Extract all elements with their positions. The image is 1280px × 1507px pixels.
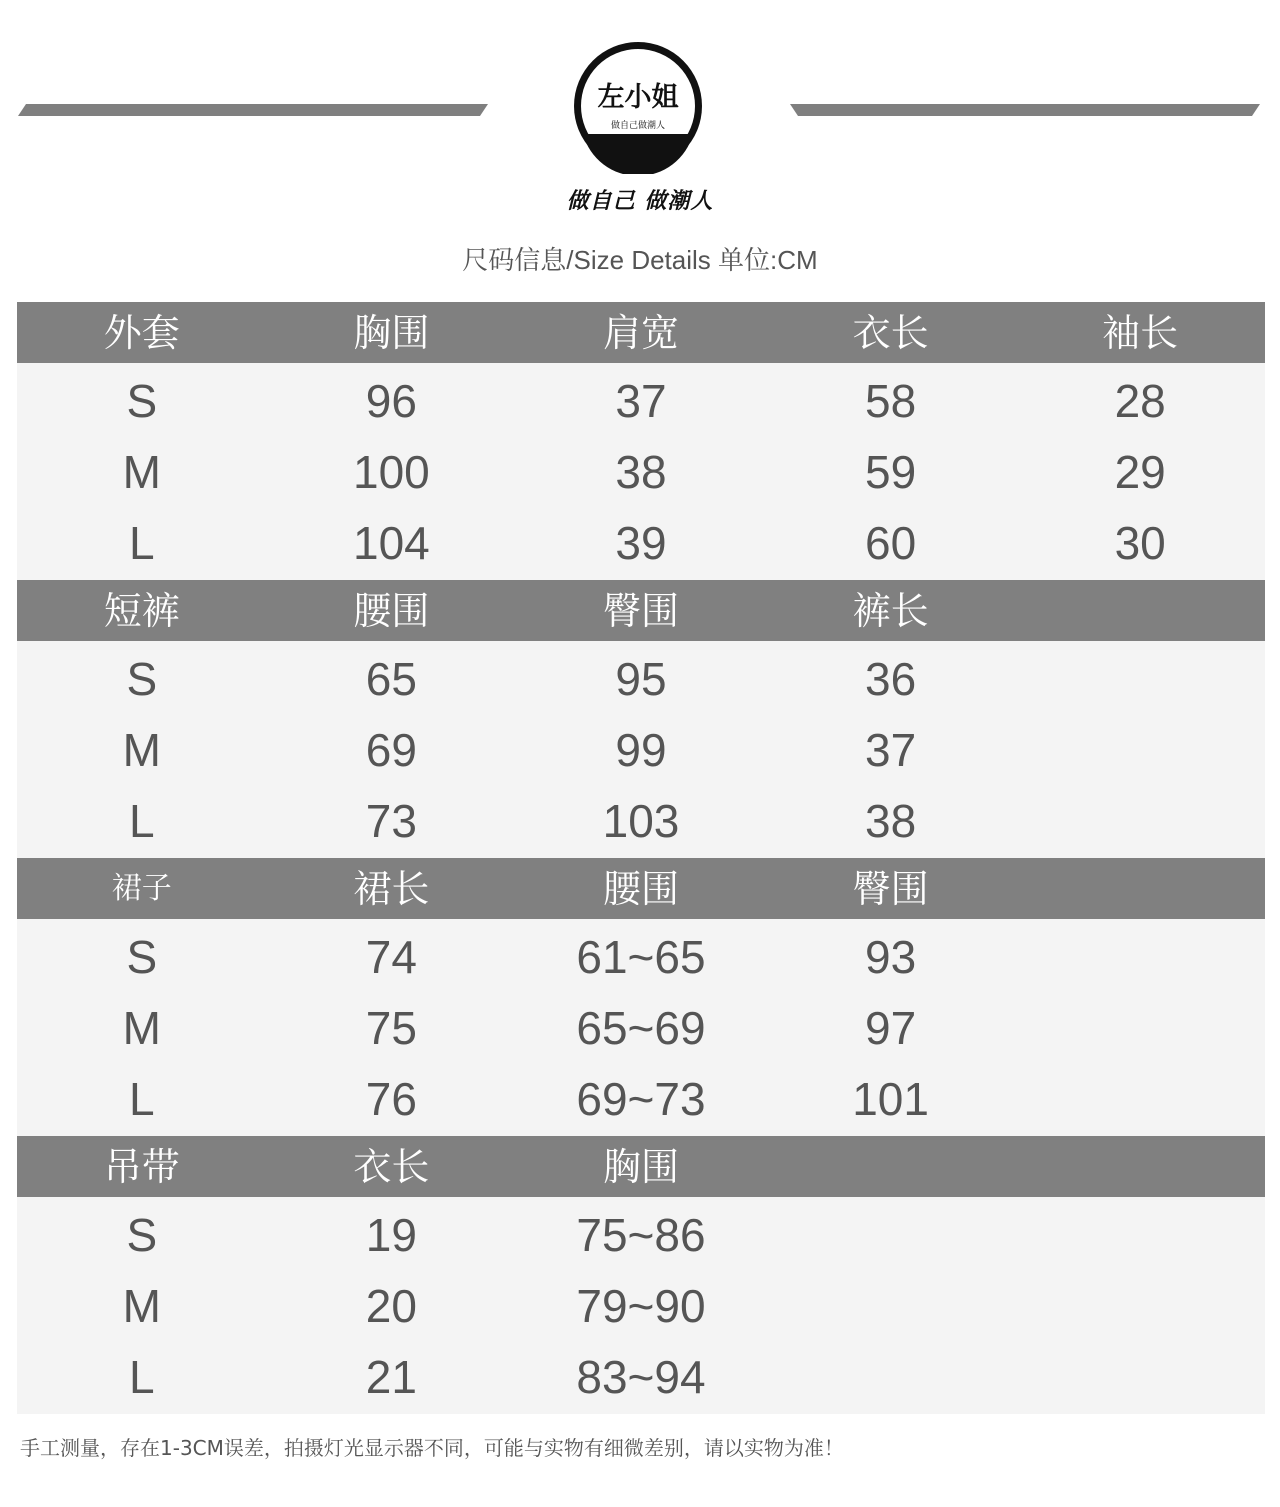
value-cell: 100 <box>353 445 430 498</box>
value-cell: 21 <box>365 1350 417 1403</box>
value-cell: 58 <box>864 374 917 427</box>
value-cell: 83~94 <box>576 1350 706 1403</box>
value-cell: 75 <box>365 1001 417 1054</box>
decorative-line-left <box>18 104 488 116</box>
section-body <box>17 363 1265 580</box>
header-cell: 裙长 <box>353 866 430 911</box>
value-cell: 74 <box>365 930 417 983</box>
value-cell: 65 <box>365 652 417 705</box>
table-row <box>17 1270 1265 1341</box>
section-skirt <box>17 858 1265 1136</box>
value-cell: 95 <box>615 652 667 705</box>
value-cell: 73 <box>365 794 417 847</box>
section-header-row <box>17 302 1265 363</box>
value-cell: 103 <box>602 794 680 847</box>
value-cell: 69~73 <box>576 1072 706 1125</box>
value-cell: 75~86 <box>576 1208 706 1261</box>
section-header-row <box>17 1136 1265 1197</box>
section-shorts <box>17 580 1265 858</box>
table-row <box>17 785 1265 856</box>
header-cell: 臀围 <box>852 866 929 911</box>
size-cell: S <box>126 374 158 427</box>
logo-text: 左小姐 <box>597 82 679 113</box>
header-cell: 短裤 <box>103 588 180 633</box>
table-row <box>17 1063 1265 1134</box>
value-cell: 38 <box>615 445 667 498</box>
value-cell: 61~65 <box>576 930 706 983</box>
size-cell: S <box>126 1208 158 1261</box>
header-cell: 胸围 <box>602 1144 679 1189</box>
size-cell: L <box>129 1350 155 1403</box>
value-cell: 101 <box>852 1072 929 1125</box>
size-table <box>17 302 1265 1414</box>
size-cell: M <box>122 1001 161 1054</box>
value-cell: 39 <box>615 516 667 569</box>
value-cell: 104 <box>353 516 430 569</box>
header-cell: 胸围 <box>353 310 430 355</box>
value-cell: 69 <box>365 723 417 776</box>
value-cell: 65~69 <box>576 1001 706 1054</box>
header-cell: 衣长 <box>852 310 929 355</box>
measurement-footnote: 手工测量，存在1-3CM误差，拍摄灯光显示器不同，可能与实物有细微差别，请以实物为准！ <box>20 1436 844 1460</box>
value-cell: 96 <box>365 374 417 427</box>
value-cell: 93 <box>864 930 917 983</box>
table-row <box>17 436 1265 507</box>
size-cell: M <box>122 723 161 776</box>
size-cell: L <box>129 516 155 569</box>
section-body <box>17 1197 1265 1414</box>
value-cell: 29 <box>1114 445 1166 498</box>
table-row <box>17 992 1265 1063</box>
table-row <box>17 921 1265 992</box>
section-jacket <box>17 302 1265 580</box>
section-camisole <box>17 1136 1265 1414</box>
header-cell: 外套 <box>103 310 180 355</box>
table-row <box>17 1199 1265 1270</box>
table-row <box>17 1341 1265 1412</box>
size-cell: M <box>122 1279 161 1332</box>
table-row <box>17 643 1265 714</box>
brand-logo <box>570 38 706 174</box>
section-header-row <box>17 858 1265 919</box>
section-body <box>17 919 1265 1136</box>
brand-slogan: 做自己 做潮人 <box>566 189 714 214</box>
header-cell: 裤长 <box>852 588 929 633</box>
value-cell: 37 <box>615 374 667 427</box>
header-cell: 袖长 <box>1102 310 1179 355</box>
value-cell: 76 <box>365 1072 417 1125</box>
table-row <box>17 507 1265 578</box>
value-cell: 79~90 <box>576 1279 706 1332</box>
value-cell: 97 <box>864 1001 917 1054</box>
value-cell: 59 <box>864 445 917 498</box>
value-cell: 38 <box>864 794 917 847</box>
header-cell: 腰围 <box>353 588 430 633</box>
value-cell: 28 <box>1114 374 1166 427</box>
section-header-row <box>17 580 1265 641</box>
value-cell: 20 <box>365 1279 417 1332</box>
value-cell: 37 <box>864 723 917 776</box>
size-cell: L <box>129 794 155 847</box>
header-cell: 臀围 <box>602 588 679 633</box>
decorative-line-right <box>790 104 1260 116</box>
section-body <box>17 641 1265 858</box>
value-cell: 36 <box>864 652 917 705</box>
value-cell: 99 <box>615 723 667 776</box>
size-cell: S <box>126 930 158 983</box>
size-cell: L <box>129 1072 155 1125</box>
size-cell: M <box>122 445 161 498</box>
value-cell: 60 <box>864 516 917 569</box>
header-cell: 腰围 <box>602 866 679 911</box>
header-cell: 裙子 <box>111 870 172 906</box>
logo-small-text: 做自己做潮人 <box>610 121 666 131</box>
header-cell: 衣长 <box>353 1144 430 1189</box>
table-row <box>17 714 1265 785</box>
size-cell: S <box>126 652 158 705</box>
value-cell: 30 <box>1114 516 1166 569</box>
header-cell: 肩宽 <box>602 310 679 355</box>
size-details-subtitle: 尺码信息/Size Details 单位:CM <box>462 245 818 275</box>
value-cell: 19 <box>365 1208 417 1261</box>
header-cell: 吊带 <box>103 1144 180 1189</box>
table-row <box>17 365 1265 436</box>
